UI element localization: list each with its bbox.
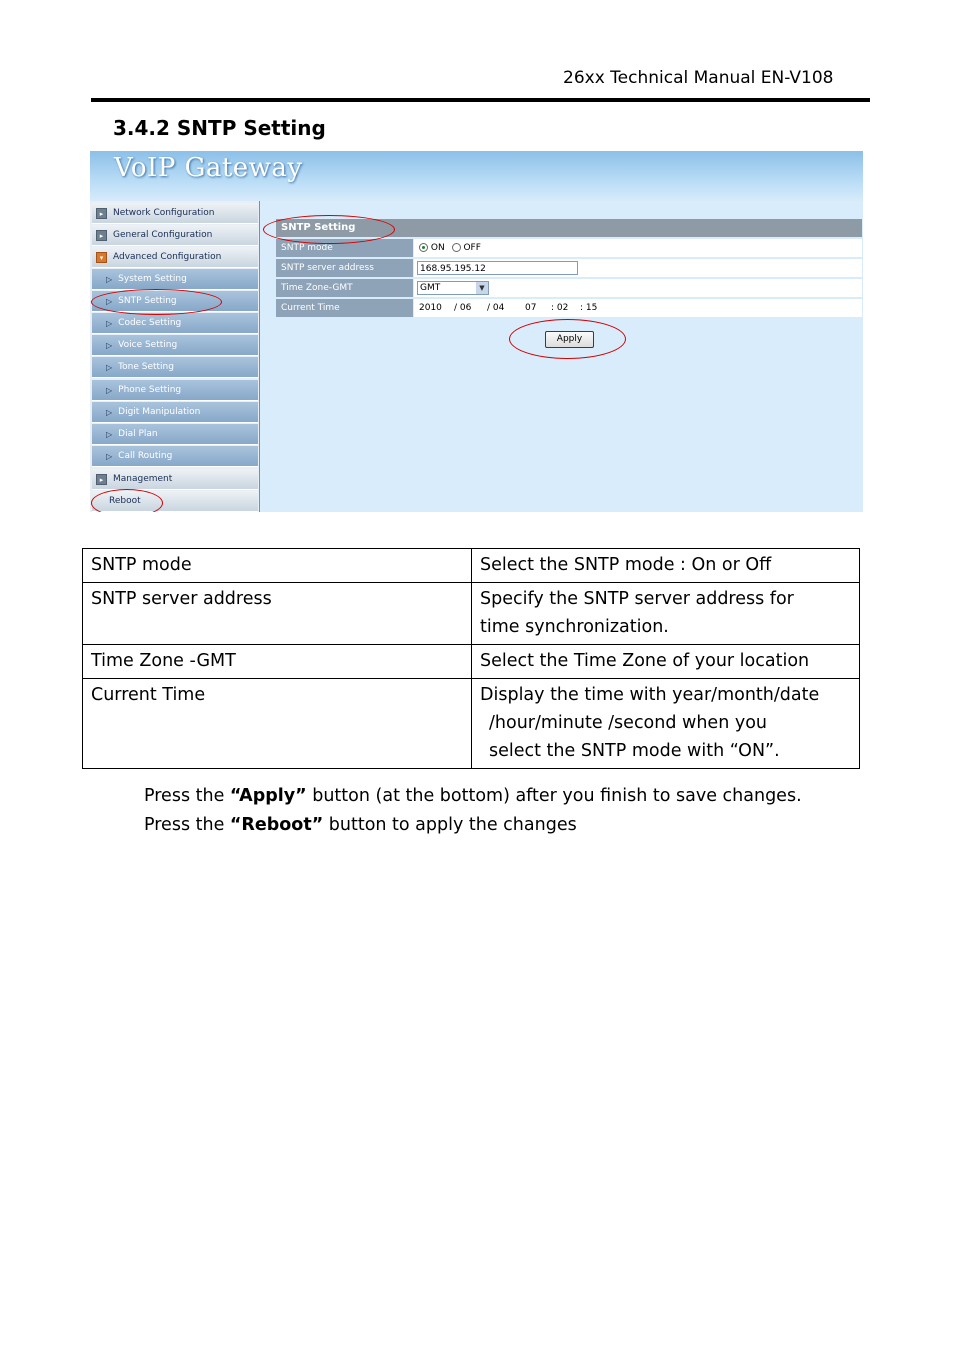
desc-line: time synchronization. [480,617,669,637]
instruction-reboot [144,815,577,835]
instruction-text: Press the [144,786,230,806]
sidebar-item-label: Digit Manipulation [118,407,201,417]
table-cell-desc [472,583,860,645]
sidebar-item-network-configuration[interactable] [92,203,258,224]
table-cell-desc [472,549,860,583]
highlight-circle [263,215,395,244]
current-time-label: Current Time [276,299,413,317]
expand-icon: ▸ [96,474,107,485]
arrow-right-icon: ▷ [106,407,113,417]
sntp-mode-field [414,239,862,257]
server-address-input[interactable]: 168.95.195.12 [417,261,578,275]
time-zone-field [414,279,862,297]
sidebar-item-general-configuration[interactable] [92,225,258,246]
manual-title: 26xx Technical Manual EN-V108 [563,68,834,88]
header-rule [91,98,870,102]
time-hour: 07 [525,303,537,313]
desc-line: select the SNTP mode with “ON”. [489,741,780,761]
server-address-field [414,259,862,277]
time-zone-value: GMT [420,283,441,293]
field-description-table [82,548,860,769]
table-cell-field: Time Zone -GMT [83,645,472,679]
time-zone-label: Time Zone-GMT [276,279,413,297]
table-cell-field: SNTP mode [83,549,472,583]
sidebar-item-management[interactable] [92,469,258,490]
highlight-circle [91,489,163,512]
arrow-right-icon: ▷ [106,296,113,306]
table-row [83,645,860,679]
sidebar-item-label: Management [113,474,173,484]
table-row [83,679,860,769]
arrow-right-icon: ▷ [106,318,113,328]
desc-line: Display the time with year/month/date [480,685,820,705]
table-row [83,549,860,583]
arrow-right-icon: ▷ [106,340,113,350]
instruction-text: button to apply the changes [323,815,577,835]
radio-off[interactable] [452,243,461,252]
sidebar-item-label: Call Routing [118,451,173,461]
instruction-emphasis: “Apply” [229,786,307,806]
ui-screenshot [90,151,863,512]
radio-off-label: OFF [463,243,481,253]
chevron-down-icon: ▼ [476,282,488,294]
instruction-apply [144,786,802,806]
table-cell-desc [472,645,860,679]
table-cell-field: Current Time [83,679,472,769]
sidebar-item-label: Tone Setting [118,362,174,372]
apply-button[interactable]: Apply [545,331,594,348]
sidebar-item-label: Reboot [109,496,141,506]
sntp-mode-label: SNTP mode [276,239,413,257]
collapse-icon: ▾ [96,252,107,263]
sidebar-item-call-routing[interactable] [92,446,258,467]
time-second: : 15 [580,303,598,313]
expand-icon: ▸ [96,208,107,219]
arrow-right-icon: ▷ [106,451,113,461]
instruction-text: button (at the bottom) after you finish to save changes. [306,786,802,806]
time-minute: : 02 [551,303,569,313]
sidebar-item-label: SNTP Setting [118,296,177,306]
panel-title: SNTP Setting [276,219,862,237]
expand-icon: ▸ [96,230,107,241]
sidebar-item-label: Voice Setting [118,340,178,350]
sidebar-item-label: Phone Setting [118,385,182,395]
time-year: 2010 [419,303,442,313]
sidebar-item-digit-manipulation[interactable] [92,402,258,423]
sidebar-item-label: Codec Setting [118,318,182,328]
highlight-circle [91,289,222,315]
sidebar-item-advanced-configuration[interactable] [92,247,258,268]
sidebar-item-phone-setting[interactable] [92,380,258,401]
time-month: / 06 [454,303,472,313]
desc-line: /hour/minute /second when you [489,713,768,733]
sidebar-item-label: System Setting [118,274,187,284]
highlight-circle [509,319,626,359]
banner [90,151,863,201]
sidebar-item-label: Advanced Configuration [113,252,222,262]
desc-line: Select the SNTP mode : On or Off [480,555,772,575]
arrow-right-icon: ▷ [106,362,113,372]
time-zone-select[interactable] [417,281,489,295]
sidebar-item-system-setting[interactable] [92,269,258,290]
sidebar [90,201,260,512]
radio-on-label: ON [430,243,445,253]
time-date: / 04 [487,303,505,313]
arrow-right-icon: ▷ [106,385,113,395]
arrow-right-icon: ▷ [106,429,113,439]
sidebar-item-tone-setting[interactable] [92,357,258,378]
radio-on[interactable] [419,243,428,252]
sidebar-item-label: General Configuration [113,230,213,240]
table-row [83,583,860,645]
sidebar-item-label: Dial Plan [118,429,158,439]
arrow-right-icon: ▷ [106,274,113,284]
section-title: 3.4.2 SNTP Setting [113,116,326,140]
sidebar-item-codec-setting[interactable] [92,313,258,334]
instruction-text: Press the [144,815,230,835]
table-cell-desc [472,679,860,769]
sidebar-item-label: Network Configuration [113,208,215,218]
banner-title: VoIP Gateway [114,153,303,183]
desc-line: Specify the SNTP server address for [480,589,794,609]
current-time-field [414,299,862,317]
instruction-emphasis: “Reboot” [229,815,324,835]
server-address-label: SNTP server address [276,259,413,277]
desc-line: Select the Time Zone of your location [480,651,810,671]
table-cell-field: SNTP server address [83,583,472,645]
sidebar-item-dial-plan[interactable] [92,424,258,445]
sidebar-item-voice-setting[interactable] [92,335,258,356]
